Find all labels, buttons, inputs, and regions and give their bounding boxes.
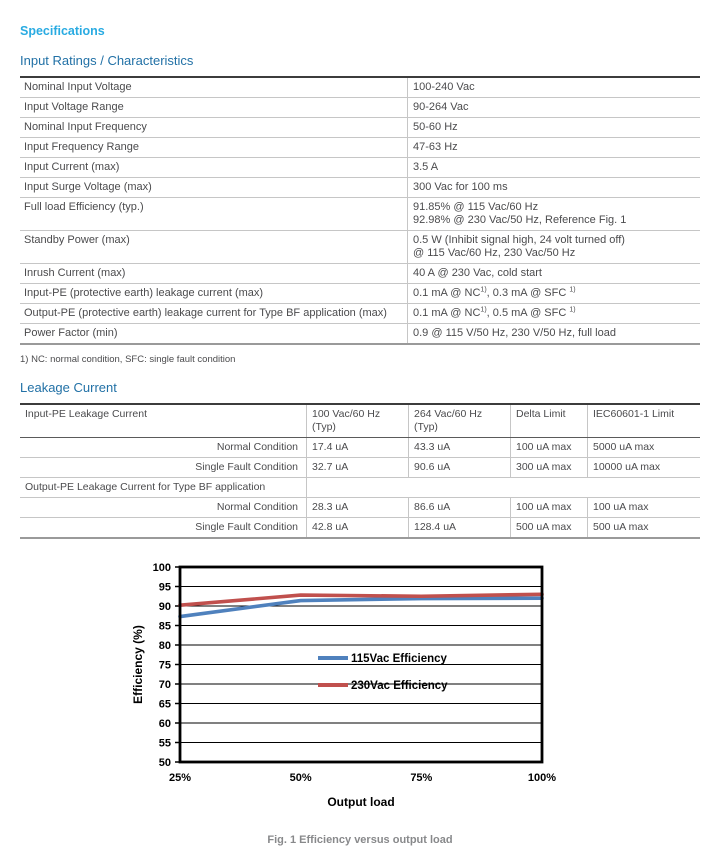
svg-text:Efficiency (%): Efficiency (%) xyxy=(131,625,145,704)
cell: 500 uA max xyxy=(511,518,588,537)
spec-value-line1: 0.5 W (Inhibit signal high, 24 volt turned off) xyxy=(413,234,625,246)
spec-label: Input Frequency Range xyxy=(20,138,408,157)
svg-text:100: 100 xyxy=(152,562,171,574)
input-ratings-table xyxy=(20,76,700,345)
spec-label: Nominal Input Voltage xyxy=(20,78,408,97)
spec-value: 3.5 A xyxy=(413,161,439,173)
column-header: 100 Vac/60 Hz (Typ) xyxy=(307,405,409,437)
footnote-marker: 1) xyxy=(480,286,487,294)
cell: 300 uA max xyxy=(511,458,588,477)
column-header: Delta Limit xyxy=(511,405,588,437)
spec-value-line2: @ 115 Vac/60 Hz, 230 Vac/50 Hz xyxy=(413,247,576,259)
table-header-row xyxy=(20,405,700,438)
cell: 28.3 uA xyxy=(307,498,409,517)
table-row xyxy=(20,158,700,178)
svg-text:50%: 50% xyxy=(289,772,312,784)
cell: 43.3 uA xyxy=(409,438,511,457)
spec-value: 50-60 Hz xyxy=(413,121,458,133)
table-span-row xyxy=(20,478,700,498)
section-input-ratings: Input Ratings / Characteristics xyxy=(20,53,194,68)
cell: 90.6 uA xyxy=(409,458,511,477)
cell: 10000 uA max xyxy=(593,461,661,473)
table-row xyxy=(20,78,700,98)
section-leakage-current: Leakage Current xyxy=(20,380,117,395)
svg-text:75%: 75% xyxy=(410,772,433,784)
svg-text:95: 95 xyxy=(158,581,171,594)
spec-value: 300 Vac for 100 ms xyxy=(413,181,508,193)
svg-text:Output load: Output load xyxy=(327,795,395,809)
column-header: IEC60601-1 Limit xyxy=(593,408,675,420)
table-row xyxy=(20,304,700,324)
spec-value: 47-63 Hz xyxy=(413,141,458,153)
table-row xyxy=(20,178,700,198)
spec-label: Input Voltage Range xyxy=(20,98,408,117)
leakage-current-table xyxy=(20,403,700,539)
table-row xyxy=(20,284,700,304)
cell: 100 uA max xyxy=(593,501,649,513)
spec-label: Input Surge Voltage (max) xyxy=(20,178,408,197)
cell: 500 uA max xyxy=(593,521,649,533)
svg-text:85: 85 xyxy=(158,620,171,633)
table-row xyxy=(20,264,700,284)
spec-value xyxy=(408,304,700,323)
footnote-marker: 1) xyxy=(569,286,576,294)
table-row xyxy=(20,231,700,264)
spec-label: Input Current (max) xyxy=(20,158,408,177)
svg-text:75: 75 xyxy=(158,659,171,672)
svg-text:80: 80 xyxy=(158,640,171,652)
spec-label: Output-PE (protective earth) leakage current for Type BF application (max) xyxy=(20,304,408,323)
svg-text:100%: 100% xyxy=(527,772,557,784)
column-header: Input-PE Leakage Current xyxy=(20,405,307,437)
cell: 100 uA max xyxy=(511,498,588,517)
spec-value: 40 A @ 230 Vac, cold start xyxy=(413,267,542,279)
spec-value xyxy=(408,231,700,263)
svg-text:60: 60 xyxy=(158,718,171,730)
spec-label: Full load Efficiency (typ.) xyxy=(20,198,408,230)
spec-value xyxy=(408,284,700,303)
value-part: 0.1 mA @ NC xyxy=(413,287,481,299)
spec-value: 0.9 @ 115 V/50 Hz, 230 V/50 Hz, full load xyxy=(413,327,616,339)
value-part: , 0.3 mA @ SFC xyxy=(486,287,570,299)
table-row xyxy=(20,518,700,537)
value-part: 0.1 mA @ NC xyxy=(413,307,481,319)
table-row xyxy=(20,138,700,158)
table-row xyxy=(20,118,700,138)
spec-value-line1: 91.85% @ 115 Vac/60 Hz xyxy=(413,201,539,213)
svg-text:115Vac Efficiency: 115Vac Efficiency xyxy=(351,653,447,665)
empty-cell xyxy=(307,478,700,497)
page-title: Specifications xyxy=(20,24,105,38)
svg-text:65: 65 xyxy=(158,698,171,711)
svg-text:55: 55 xyxy=(158,737,171,750)
spec-label: Input-PE (protective earth) leakage current (max) xyxy=(20,284,408,303)
cell: 5000 uA max xyxy=(593,441,655,453)
spec-value-line2: 92.98% @ 230 Vac/50 Hz, Reference Fig. 1 xyxy=(413,214,627,226)
spec-label: Power Factor (min) xyxy=(20,324,408,343)
table-row xyxy=(20,198,700,231)
svg-text:50: 50 xyxy=(158,757,171,769)
cell: 100 uA max xyxy=(511,438,588,457)
cell: 42.8 uA xyxy=(307,518,409,537)
svg-text:230Vac Efficiency: 230Vac Efficiency xyxy=(351,680,448,692)
condition-label: Single Fault Condition xyxy=(20,518,307,537)
svg-text:25%: 25% xyxy=(168,772,192,784)
spec-label: Nominal Input Frequency xyxy=(20,118,408,137)
table-row xyxy=(20,98,700,118)
cell: 128.4 uA xyxy=(409,518,511,537)
svg-text:70: 70 xyxy=(158,679,171,691)
condition-label: Single Fault Condition xyxy=(20,458,307,477)
spec-label: Inrush Current (max) xyxy=(20,264,408,283)
condition-label: Normal Condition xyxy=(20,438,307,457)
table-row xyxy=(20,458,700,478)
footnote-marker: 1) xyxy=(480,306,487,314)
footnote-marker: 1) xyxy=(569,306,576,314)
table-row xyxy=(20,438,700,458)
spec-value xyxy=(408,198,700,230)
footnote: 1) NC: normal condition, SFC: single fault condition xyxy=(20,354,236,365)
svg-text:90: 90 xyxy=(158,601,171,613)
condition-label: Normal Condition xyxy=(20,498,307,517)
cell: 86.6 uA xyxy=(409,498,511,517)
spec-label: Standby Power (max) xyxy=(20,231,408,263)
table-row xyxy=(20,324,700,343)
table-row xyxy=(20,498,700,518)
efficiency-chart-svg xyxy=(128,555,558,809)
spec-value: 100-240 Vac xyxy=(413,81,475,93)
column-header: 264 Vac/60 Hz (Typ) xyxy=(409,405,511,437)
cell: 32.7 uA xyxy=(307,458,409,477)
value-part: , 0.5 mA @ SFC xyxy=(486,307,570,319)
group-label: Output-PE Leakage Current for Type BF application xyxy=(20,478,307,497)
figure-caption: Fig. 1 Efficiency versus output load xyxy=(267,834,453,846)
cell: 17.4 uA xyxy=(307,438,409,457)
efficiency-figure xyxy=(128,555,558,814)
spec-value: 90-264 Vac xyxy=(413,101,469,113)
